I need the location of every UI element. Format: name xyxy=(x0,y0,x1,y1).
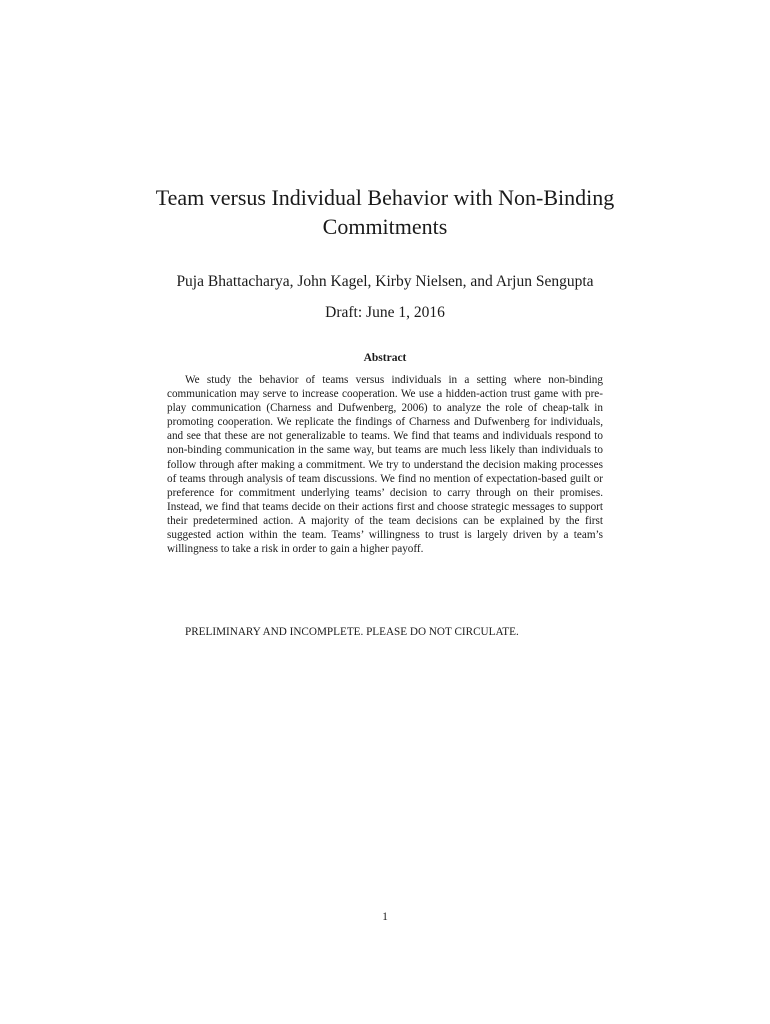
paper-title: Team versus Individual Behavior with Non-Binding Commitments xyxy=(155,185,615,239)
circulation-notice: PRELIMINARY AND INCOMPLETE. PLEASE DO NOT CIRCULATE. xyxy=(185,626,519,638)
abstract-body: We study the behavior of teams versus individuals in a setting where non-binding communication may serve to increase cooperation. We use a hidden-action trust game with pre-play communication (Charness and Dufwenberg, 2006) to analyze the role of cheap-talk in promoting cooperation. We replicate the findings of Charness and Dufwenberg for individuals, and see that these are not generalizable to teams. We find that teams and individuals respond to non-binding communication in the same way, but teams are much less likely than individuals to follow through after making a commitment. We try to understand the decision making processes of teams through analysis of team discussions. We find no mention of expectation-based guilt or preference for commitment underlying teams’ decision to carry through on their promises. Instead, we find that teams decide on their actions first and choose strategic messages to support their predetermined action. A majority of the team decisions can be explained by the first suggested action within the team. Teams’ willingness to trust is largely driven by a team’s willingness to take a risk in order to gain a higher payoff. xyxy=(167,374,603,556)
paper-date: Draft: June 1, 2016 xyxy=(325,304,445,321)
paper-authors: Puja Bhattacharya, John Kagel, Kirby Nielsen, and Arjun Sengupta xyxy=(176,273,594,290)
abstract-heading: Abstract xyxy=(363,352,407,364)
page-number: 1 xyxy=(382,911,388,923)
